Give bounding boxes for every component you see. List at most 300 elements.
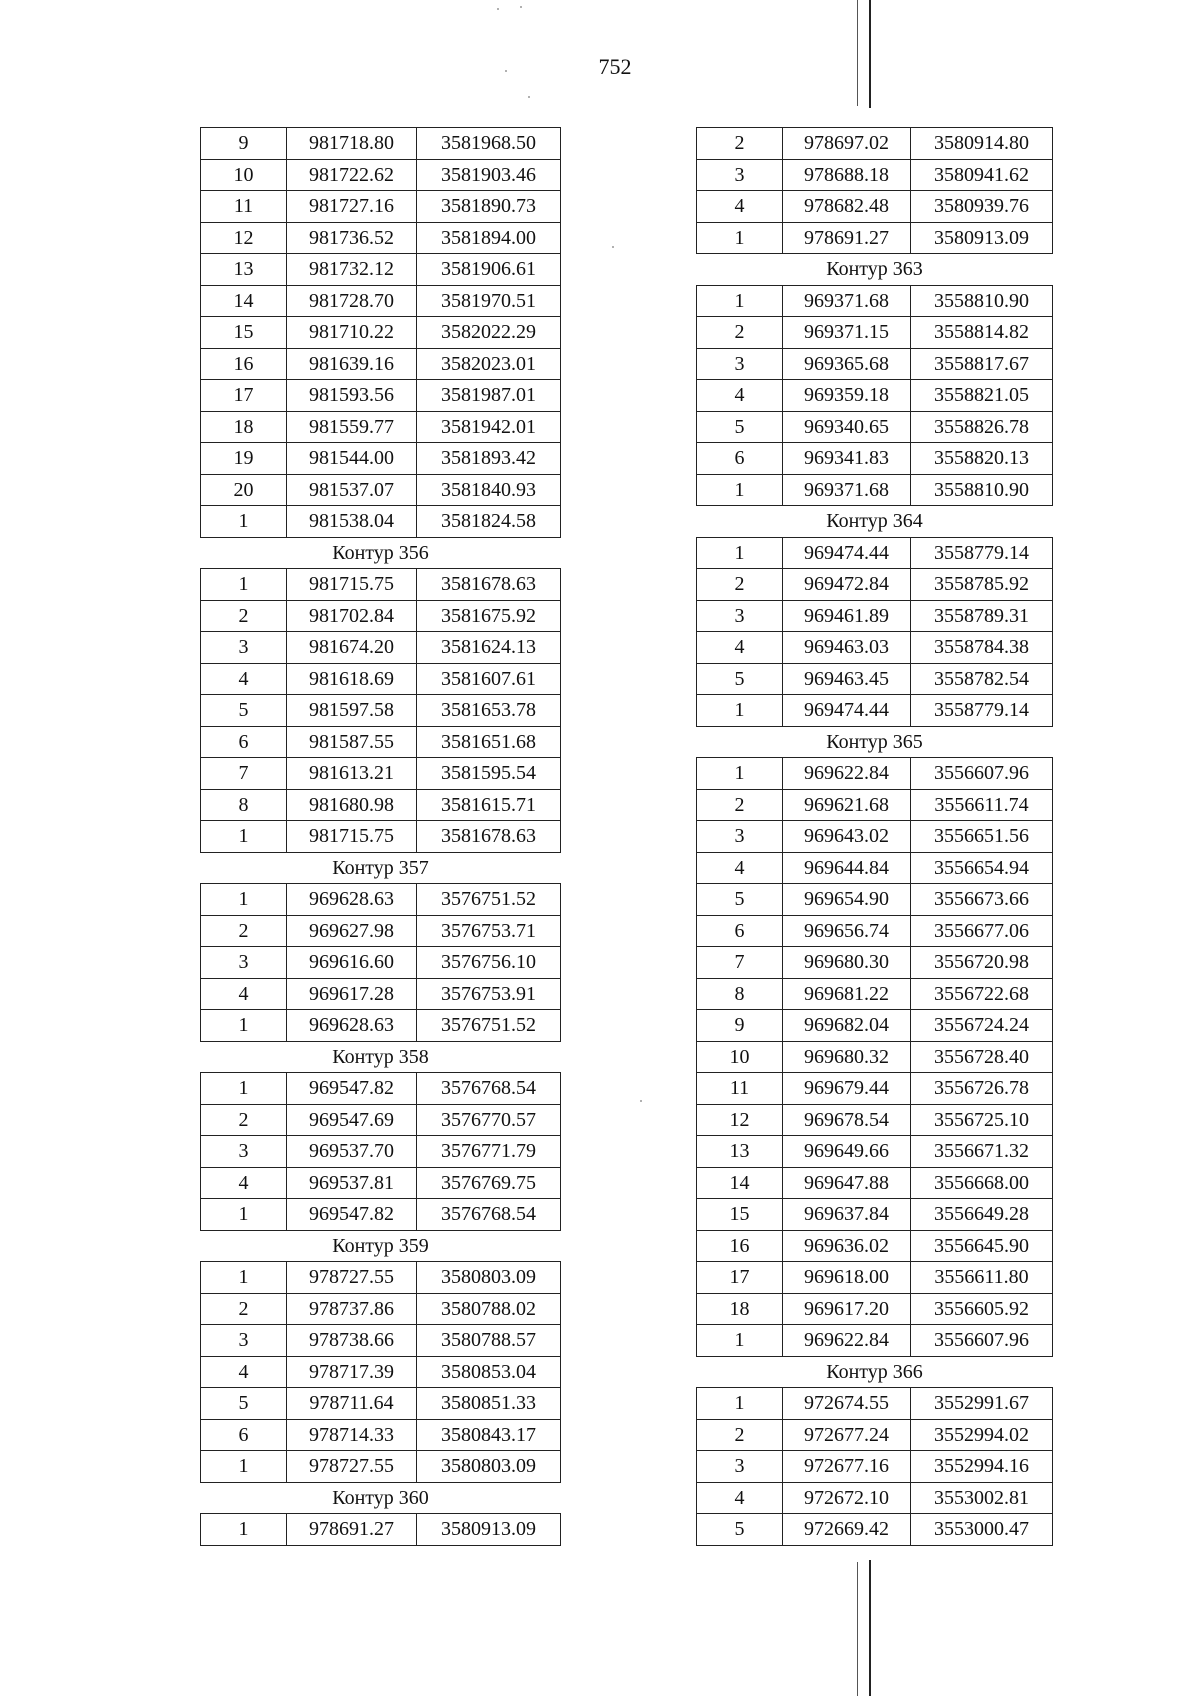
point-number: 1 [697, 1388, 783, 1420]
table-row [201, 1325, 561, 1357]
table-row [201, 254, 561, 286]
y-coordinate: 3580803.09 [417, 1451, 561, 1483]
x-coordinate: 972677.16 [783, 1451, 911, 1483]
point-number: 18 [697, 1293, 783, 1325]
contour-header-row [201, 1482, 561, 1514]
point-number: 5 [201, 1388, 287, 1420]
x-coordinate: 981544.00 [287, 443, 417, 475]
x-coordinate: 978737.86 [287, 1293, 417, 1325]
y-coordinate: 3558810.90 [911, 285, 1053, 317]
x-coordinate: 981613.21 [287, 758, 417, 790]
y-coordinate: 3576753.91 [417, 978, 561, 1010]
table-row [201, 1262, 561, 1294]
point-number: 3 [201, 1136, 287, 1168]
contour-header: Контур 364 [697, 506, 1053, 538]
table-row [201, 663, 561, 695]
point-number: 6 [201, 1419, 287, 1451]
x-coordinate: 981597.58 [287, 695, 417, 727]
y-coordinate: 3576756.10 [417, 947, 561, 979]
contour-header-row [201, 537, 561, 569]
table-row [697, 1041, 1053, 1073]
y-coordinate: 3580913.09 [417, 1514, 561, 1546]
table-row [697, 852, 1053, 884]
y-coordinate: 3558826.78 [911, 411, 1053, 443]
y-coordinate: 3580788.02 [417, 1293, 561, 1325]
x-coordinate: 969371.15 [783, 317, 911, 349]
x-coordinate: 981680.98 [287, 789, 417, 821]
x-coordinate: 981559.77 [287, 411, 417, 443]
point-number: 5 [697, 884, 783, 916]
y-coordinate: 3581653.78 [417, 695, 561, 727]
table-row [201, 506, 561, 538]
y-coordinate: 3576751.52 [417, 884, 561, 916]
point-number: 5 [697, 411, 783, 443]
table-row [697, 978, 1053, 1010]
y-coordinate: 3553002.81 [911, 1482, 1053, 1514]
table-row [697, 884, 1053, 916]
y-coordinate: 3552994.02 [911, 1419, 1053, 1451]
y-coordinate: 3556611.80 [911, 1262, 1053, 1294]
y-coordinate: 3553000.47 [911, 1514, 1053, 1546]
y-coordinate: 3582023.01 [417, 348, 561, 380]
contour-header-row [697, 1356, 1053, 1388]
table-row [697, 474, 1053, 506]
binding-line-top-thin [857, 0, 858, 106]
x-coordinate: 969680.30 [783, 947, 911, 979]
point-number: 12 [201, 222, 287, 254]
y-coordinate: 3581675.92 [417, 600, 561, 632]
x-coordinate: 969618.00 [783, 1262, 911, 1294]
x-coordinate: 969461.89 [783, 600, 911, 632]
y-coordinate: 3580803.09 [417, 1262, 561, 1294]
y-coordinate: 3558820.13 [911, 443, 1053, 475]
point-number: 2 [201, 915, 287, 947]
point-number: 11 [697, 1073, 783, 1105]
y-coordinate: 3580941.62 [911, 159, 1053, 191]
x-coordinate: 969463.03 [783, 632, 911, 664]
y-coordinate: 3581942.01 [417, 411, 561, 443]
binding-line-bottom [869, 1560, 871, 1696]
point-number: 2 [697, 789, 783, 821]
y-coordinate: 3576769.75 [417, 1167, 561, 1199]
x-coordinate: 969628.63 [287, 884, 417, 916]
y-coordinate: 3556668.00 [911, 1167, 1053, 1199]
point-number: 14 [697, 1167, 783, 1199]
point-number: 13 [201, 254, 287, 286]
x-coordinate: 972674.55 [783, 1388, 911, 1420]
point-number: 4 [697, 632, 783, 664]
point-number: 4 [697, 1482, 783, 1514]
y-coordinate: 3552991.67 [911, 1388, 1053, 1420]
x-coordinate: 969341.83 [783, 443, 911, 475]
x-coordinate: 969681.22 [783, 978, 911, 1010]
y-coordinate: 3581651.68 [417, 726, 561, 758]
x-coordinate: 969371.68 [783, 474, 911, 506]
point-number: 14 [201, 285, 287, 317]
x-coordinate: 981736.52 [287, 222, 417, 254]
table-row [697, 348, 1053, 380]
table-row [697, 285, 1053, 317]
point-number: 6 [697, 915, 783, 947]
point-number: 5 [697, 663, 783, 695]
y-coordinate: 3556725.10 [911, 1104, 1053, 1136]
table-row [697, 1388, 1053, 1420]
y-coordinate: 3556726.78 [911, 1073, 1053, 1105]
point-number: 1 [697, 1325, 783, 1357]
point-number: 3 [697, 600, 783, 632]
point-number: 1 [697, 695, 783, 727]
point-number: 17 [697, 1262, 783, 1294]
table-row [201, 726, 561, 758]
x-coordinate: 969628.63 [287, 1010, 417, 1042]
table-row [697, 1199, 1053, 1231]
y-coordinate: 3580913.09 [911, 222, 1053, 254]
contour-header-row [201, 1230, 561, 1262]
table-row [697, 600, 1053, 632]
x-coordinate: 969365.68 [783, 348, 911, 380]
point-number: 1 [201, 884, 287, 916]
point-number: 5 [201, 695, 287, 727]
x-coordinate: 969679.44 [783, 1073, 911, 1105]
y-coordinate: 3556720.98 [911, 947, 1053, 979]
x-coordinate: 969637.84 [783, 1199, 911, 1231]
x-coordinate: 969547.82 [287, 1199, 417, 1231]
table-row [697, 159, 1053, 191]
point-number: 5 [697, 1514, 783, 1546]
point-number: 7 [201, 758, 287, 790]
x-coordinate: 981715.75 [287, 569, 417, 601]
table-row [201, 600, 561, 632]
y-coordinate: 3576771.79 [417, 1136, 561, 1168]
y-coordinate: 3558789.31 [911, 600, 1053, 632]
point-number: 1 [697, 758, 783, 790]
table-row [201, 569, 561, 601]
table-row [697, 1419, 1053, 1451]
y-coordinate: 3576768.54 [417, 1073, 561, 1105]
table-row [697, 537, 1053, 569]
table-row [697, 789, 1053, 821]
point-number: 1 [697, 537, 783, 569]
point-number: 2 [697, 317, 783, 349]
x-coordinate: 969656.74 [783, 915, 911, 947]
y-coordinate: 3556654.94 [911, 852, 1053, 884]
y-coordinate: 3581987.01 [417, 380, 561, 412]
contour-header-row [697, 726, 1053, 758]
table-row [697, 663, 1053, 695]
point-number: 2 [201, 600, 287, 632]
y-coordinate: 3581624.13 [417, 632, 561, 664]
contour-header-row [697, 254, 1053, 286]
scan-speck [528, 96, 530, 98]
contour-header: Контур 365 [697, 726, 1053, 758]
x-coordinate: 969340.65 [783, 411, 911, 443]
x-coordinate: 969371.68 [783, 285, 911, 317]
y-coordinate: 3558782.54 [911, 663, 1053, 695]
x-coordinate: 978717.39 [287, 1356, 417, 1388]
table-row [201, 1419, 561, 1451]
table-row [201, 1451, 561, 1483]
point-number: 4 [201, 1167, 287, 1199]
table-row [697, 915, 1053, 947]
table-row [697, 1451, 1053, 1483]
contour-header-row [201, 1041, 561, 1073]
x-coordinate: 972672.10 [783, 1482, 911, 1514]
table-row [201, 317, 561, 349]
x-coordinate: 972677.24 [783, 1419, 911, 1451]
point-number: 4 [201, 663, 287, 695]
y-coordinate: 3581890.73 [417, 191, 561, 223]
point-number: 1 [201, 1262, 287, 1294]
y-coordinate: 3581968.50 [417, 128, 561, 160]
table-row [697, 411, 1053, 443]
point-number: 10 [697, 1041, 783, 1073]
y-coordinate: 3558784.38 [911, 632, 1053, 664]
point-number: 3 [201, 632, 287, 664]
x-coordinate: 978688.18 [783, 159, 911, 191]
y-coordinate: 3576751.52 [417, 1010, 561, 1042]
table-row [697, 947, 1053, 979]
y-coordinate: 3580788.57 [417, 1325, 561, 1357]
point-number: 2 [201, 1104, 287, 1136]
x-coordinate: 981710.22 [287, 317, 417, 349]
table-row [697, 695, 1053, 727]
point-number: 9 [201, 128, 287, 160]
x-coordinate: 969682.04 [783, 1010, 911, 1042]
x-coordinate: 978682.48 [783, 191, 911, 223]
y-coordinate: 3556677.06 [911, 915, 1053, 947]
point-number: 3 [201, 1325, 287, 1357]
y-coordinate: 3552994.16 [911, 1451, 1053, 1483]
point-number: 4 [697, 852, 783, 884]
point-number: 19 [201, 443, 287, 475]
point-number: 16 [201, 348, 287, 380]
table-row [201, 443, 561, 475]
coordinates-table-right [696, 127, 1053, 1546]
x-coordinate: 978727.55 [287, 1451, 417, 1483]
y-coordinate: 3580914.80 [911, 128, 1053, 160]
table-row [201, 821, 561, 853]
y-coordinate: 3576768.54 [417, 1199, 561, 1231]
point-number: 9 [697, 1010, 783, 1042]
y-coordinate: 3580843.17 [417, 1419, 561, 1451]
x-coordinate: 981722.62 [287, 159, 417, 191]
point-number: 15 [697, 1199, 783, 1231]
table-row [201, 915, 561, 947]
contour-header: Контур 366 [697, 1356, 1053, 1388]
point-number: 18 [201, 411, 287, 443]
coordinates-table-left [200, 127, 561, 1546]
table-row [201, 1136, 561, 1168]
y-coordinate: 3556673.66 [911, 884, 1053, 916]
y-coordinate: 3580851.33 [417, 1388, 561, 1420]
scan-speck [497, 8, 499, 10]
y-coordinate: 3556722.68 [911, 978, 1053, 1010]
table-row [201, 159, 561, 191]
table-row [201, 978, 561, 1010]
point-number: 10 [201, 159, 287, 191]
y-coordinate: 3576753.71 [417, 915, 561, 947]
x-coordinate: 978738.66 [287, 1325, 417, 1357]
y-coordinate: 3581840.93 [417, 474, 561, 506]
x-coordinate: 981538.04 [287, 506, 417, 538]
table-row [697, 1104, 1053, 1136]
point-number: 2 [697, 128, 783, 160]
page-number: 752 [598, 54, 632, 79]
y-coordinate: 3581678.63 [417, 821, 561, 853]
table-row [697, 317, 1053, 349]
table-row [697, 222, 1053, 254]
x-coordinate: 969636.02 [783, 1230, 911, 1262]
x-coordinate: 981715.75 [287, 821, 417, 853]
y-coordinate: 3581615.71 [417, 789, 561, 821]
x-coordinate: 978711.64 [287, 1388, 417, 1420]
y-coordinate: 3576770.57 [417, 1104, 561, 1136]
point-number: 12 [697, 1104, 783, 1136]
x-coordinate: 978697.02 [783, 128, 911, 160]
point-number: 15 [201, 317, 287, 349]
table-row [201, 222, 561, 254]
y-coordinate: 3556605.92 [911, 1293, 1053, 1325]
table-row [697, 821, 1053, 853]
x-coordinate: 969474.44 [783, 537, 911, 569]
scan-speck [520, 6, 522, 8]
x-coordinate: 969654.90 [783, 884, 911, 916]
x-coordinate: 969547.82 [287, 1073, 417, 1105]
contour-header: Контур 356 [201, 537, 561, 569]
table-row [201, 1010, 561, 1042]
scan-speck [505, 70, 507, 72]
table-row [697, 1262, 1053, 1294]
x-coordinate: 981732.12 [287, 254, 417, 286]
y-coordinate: 3558779.14 [911, 695, 1053, 727]
x-coordinate: 978714.33 [287, 1419, 417, 1451]
x-coordinate: 981618.69 [287, 663, 417, 695]
point-number: 7 [697, 947, 783, 979]
table-row [697, 1482, 1053, 1514]
table-row [201, 1356, 561, 1388]
x-coordinate: 978691.27 [287, 1514, 417, 1546]
point-number: 4 [697, 191, 783, 223]
y-coordinate: 3556671.32 [911, 1136, 1053, 1168]
point-number: 1 [201, 1199, 287, 1231]
table-row [697, 128, 1053, 160]
table-row [697, 1010, 1053, 1042]
x-coordinate: 981587.55 [287, 726, 417, 758]
y-coordinate: 3581595.54 [417, 758, 561, 790]
x-coordinate: 969643.02 [783, 821, 911, 853]
x-coordinate: 969678.54 [783, 1104, 911, 1136]
y-coordinate: 3581678.63 [417, 569, 561, 601]
contour-header-row [697, 506, 1053, 538]
point-number: 1 [201, 1514, 287, 1546]
point-number: 1 [201, 569, 287, 601]
x-coordinate: 978691.27 [783, 222, 911, 254]
table-row [201, 1199, 561, 1231]
y-coordinate: 3556611.74 [911, 789, 1053, 821]
x-coordinate: 981718.80 [287, 128, 417, 160]
x-coordinate: 969474.44 [783, 695, 911, 727]
table-row [697, 443, 1053, 475]
x-coordinate: 969649.66 [783, 1136, 911, 1168]
point-number: 4 [201, 1356, 287, 1388]
table-row [201, 285, 561, 317]
table-row [201, 1388, 561, 1420]
table-row [201, 474, 561, 506]
y-coordinate: 3556645.90 [911, 1230, 1053, 1262]
x-coordinate: 969616.60 [287, 947, 417, 979]
contour-header: Контур 363 [697, 254, 1053, 286]
y-coordinate: 3581607.61 [417, 663, 561, 695]
contour-header: Контур 359 [201, 1230, 561, 1262]
table-row [201, 128, 561, 160]
point-number: 4 [201, 978, 287, 1010]
y-coordinate: 3556607.96 [911, 1325, 1053, 1357]
x-coordinate: 981537.07 [287, 474, 417, 506]
table-row [201, 411, 561, 443]
table-row [201, 884, 561, 916]
y-coordinate: 3558814.82 [911, 317, 1053, 349]
table-row [697, 632, 1053, 664]
contour-header: Контур 360 [201, 1482, 561, 1514]
y-coordinate: 3581824.58 [417, 506, 561, 538]
point-number: 17 [201, 380, 287, 412]
point-number: 20 [201, 474, 287, 506]
table-row [697, 758, 1053, 790]
y-coordinate: 3581894.00 [417, 222, 561, 254]
x-coordinate: 969472.84 [783, 569, 911, 601]
table-row [201, 1104, 561, 1136]
table-row [697, 1230, 1053, 1262]
point-number: 13 [697, 1136, 783, 1168]
y-coordinate: 3556724.24 [911, 1010, 1053, 1042]
table-row [201, 191, 561, 223]
point-number: 1 [201, 1010, 287, 1042]
contour-header-row [201, 852, 561, 884]
x-coordinate: 969680.32 [783, 1041, 911, 1073]
table-row [697, 1293, 1053, 1325]
table-row [201, 632, 561, 664]
x-coordinate: 969622.84 [783, 1325, 911, 1357]
point-number: 6 [697, 443, 783, 475]
point-number: 1 [697, 474, 783, 506]
table-row [697, 1325, 1053, 1357]
point-number: 3 [697, 159, 783, 191]
y-coordinate: 3558810.90 [911, 474, 1053, 506]
table-row [697, 1073, 1053, 1105]
point-number: 8 [201, 789, 287, 821]
y-coordinate: 3558817.67 [911, 348, 1053, 380]
point-number: 1 [201, 1073, 287, 1105]
x-coordinate: 972669.42 [783, 1514, 911, 1546]
y-coordinate: 3556607.96 [911, 758, 1053, 790]
table-row [697, 1514, 1053, 1546]
point-number: 3 [697, 348, 783, 380]
scan-speck [612, 246, 614, 248]
x-coordinate: 969537.70 [287, 1136, 417, 1168]
x-coordinate: 978727.55 [287, 1262, 417, 1294]
table-row [201, 1293, 561, 1325]
table-row [697, 380, 1053, 412]
point-number: 2 [697, 569, 783, 601]
table-row [201, 1514, 561, 1546]
table-row [201, 758, 561, 790]
point-number: 3 [697, 821, 783, 853]
point-number: 1 [201, 1451, 287, 1483]
x-coordinate: 981639.16 [287, 348, 417, 380]
x-coordinate: 969627.98 [287, 915, 417, 947]
y-coordinate: 3581906.61 [417, 254, 561, 286]
y-coordinate: 3558821.05 [911, 380, 1053, 412]
